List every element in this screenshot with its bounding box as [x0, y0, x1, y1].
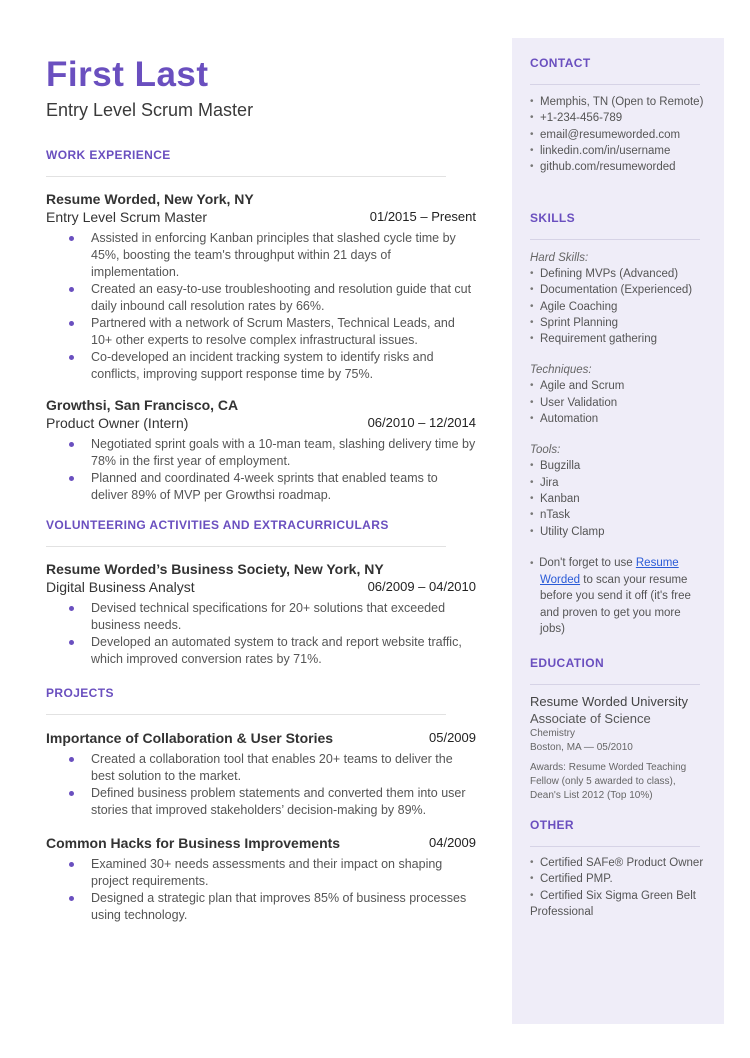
list-item: • Jira — [530, 475, 706, 491]
list-item: • Defining MVPs (Advanced) — [530, 266, 706, 282]
list-item: Devised technical specifications for 20+ solutions that exceeded business needs. — [91, 600, 476, 634]
list-item: • Documentation (Experienced) — [530, 282, 706, 298]
volunteer-role: Digital Business Analyst — [46, 579, 195, 595]
job-entry — [46, 190, 476, 383]
section-projects-heading: PROJECTS — [46, 686, 114, 700]
list-item: Co-developed an incident tracking system to identify risks and conflicts, improving support response time by 75%. — [91, 349, 476, 383]
contact-list — [530, 94, 706, 175]
list-item: • User Validation — [530, 395, 706, 411]
project-entry — [46, 834, 476, 924]
education-location-date: Boston, MA — 05/2010 — [530, 742, 633, 753]
contact-linkedin: • linkedin.com/in/username — [530, 143, 706, 159]
degree: Associate of Science — [530, 711, 651, 726]
list-item: Planned and coordinated 4-week sprints that enabled teams to deliver 89% of MVP per Growthsi roadmap. — [91, 470, 476, 504]
hard-skills-list — [530, 266, 706, 347]
section-divider — [530, 684, 700, 685]
other-item-continuation: Professional — [530, 905, 594, 918]
project-title-line — [46, 729, 476, 747]
section-divider — [46, 176, 446, 177]
other-list — [530, 855, 706, 904]
job-dates: 01/2015 – Present — [369, 209, 476, 224]
list-item: • Bugzilla — [530, 458, 706, 474]
volunteer-role-line — [46, 578, 476, 596]
list-item: • Utility Clamp — [530, 524, 706, 540]
other-section — [530, 818, 706, 920]
job-dates: 06/2010 – 12/2014 — [367, 415, 476, 430]
section-divider — [530, 239, 700, 240]
list-item: Created an easy-to-use troubleshooting and resolution guide that cut daily inbound call resolution rates by 66%. — [91, 281, 476, 315]
project-entry — [46, 729, 476, 819]
list-item: Developed an automated system to track and report website traffic, which improved conversion rates by 71%. — [91, 634, 476, 668]
resume-tip — [530, 555, 706, 637]
list-item: • Certified SAFe® Product Owner — [530, 855, 706, 871]
tip-text-post: to scan your resume before you send it off (it's free and proven to get you more jobs) — [540, 574, 691, 636]
job-role: Entry Level Scrum Master — [46, 209, 208, 225]
contact-section — [530, 56, 706, 175]
list-item: • Certified PMP. — [530, 871, 706, 887]
volunteer-entry — [46, 560, 476, 668]
resume-worded-link[interactable]: Resume Worded — [540, 556, 679, 587]
project-title: Importance of Collaboration & User Stories — [46, 730, 334, 746]
tools-label: Tools: — [530, 444, 561, 457]
list-item: • Sprint Planning — [530, 315, 706, 331]
bullet-icon: • — [530, 557, 540, 569]
list-item: • nTask — [530, 507, 706, 523]
section-divider — [530, 846, 700, 847]
awards: Awards: Resume Worded Teaching Fellow (only 5 awarded to class), Dean's List 2012 (Top 10%) — [530, 762, 687, 801]
skills-section — [530, 211, 706, 637]
list-item: Designed a strategic plan that improves 85% of business processes using technology. — [91, 890, 476, 924]
list-item: • Kanban — [530, 491, 706, 507]
job-role: Product Owner (Intern) — [46, 415, 189, 431]
contact-github: • github.com/resumeworded — [530, 159, 706, 175]
project-date: 05/2009 — [429, 730, 476, 745]
section-divider — [530, 84, 700, 85]
education-heading: EDUCATION — [530, 656, 605, 670]
section-work-heading: WORK EXPERIENCE — [46, 148, 171, 162]
skills-heading: SKILLS — [530, 211, 576, 225]
list-item: • Agile and Scrum — [530, 378, 706, 394]
techniques-list — [530, 378, 706, 427]
contact-email: • email@resumeworded.com — [530, 127, 706, 143]
volunteer-bullets — [46, 600, 476, 668]
sidebar — [512, 38, 724, 1024]
project-bullets — [46, 751, 476, 819]
job-role-line — [46, 208, 476, 226]
project-bullets — [46, 856, 476, 924]
hard-skills-label: Hard Skills: — [530, 252, 589, 264]
section-divider — [46, 546, 446, 547]
education-section — [530, 656, 706, 803]
list-item: Assisted in enforcing Kanban principles that slashed cycle time by 45%, boosting the team's throughput within 21 days of implementation. — [91, 230, 476, 281]
project-date: 04/2009 — [429, 835, 476, 850]
list-item: Partnered with a network of Scrum Masters, Technical Leads, and 10+ other experts to resolve complex infrastructural issues. — [91, 315, 476, 349]
list-item: Created a collaboration tool that enables 20+ teams to deliver the best solution to the market. — [91, 751, 476, 785]
tools-list — [530, 458, 706, 539]
list-item: • Agile Coaching — [530, 299, 706, 315]
major: Chemistry — [530, 728, 576, 739]
list-item: Examined 30+ needs assessments and their impact on shaping project requirements. — [91, 856, 476, 890]
project-title-line — [46, 834, 476, 852]
list-item: Defined business problem statements and converted them into user stories that improved stakeholders’ decision-making by 89%. — [91, 785, 476, 819]
school-name: Resume Worded University — [530, 694, 688, 709]
volunteer-org: Resume Worded’s Business Society, New York, NY — [46, 561, 384, 577]
job-bullets — [46, 436, 476, 504]
contact-phone: • +1-234-456-789 — [530, 110, 706, 126]
list-item: • Requirement gathering — [530, 331, 706, 347]
job-company: Resume Worded, New York, NY — [46, 191, 254, 207]
volunteer-dates: 06/2009 – 04/2010 — [367, 579, 476, 594]
list-item: Negotiated sprint goals with a 10-man team, slashing delivery time by 78% in the first year of employment. — [91, 437, 476, 468]
tip-text-pre: Don't forget to use — [539, 556, 636, 569]
job-role-line — [46, 414, 476, 432]
techniques-label: Techniques: — [530, 364, 592, 377]
section-volunteering-heading: VOLUNTEERING ACTIVITIES AND EXTRACURRICULARS — [46, 518, 389, 532]
main-column — [46, 52, 476, 924]
list-item: • Automation — [530, 411, 706, 427]
job-bullets — [46, 230, 476, 383]
section-divider — [46, 714, 446, 715]
candidate-name: First Last — [46, 55, 209, 94]
contact-location: • Memphis, TN (Open to Remote) — [530, 94, 706, 110]
list-item: • Certified Six Sigma Green Belt — [530, 888, 706, 904]
job-entry — [46, 396, 476, 504]
project-title: Common Hacks for Business Improvements — [46, 835, 341, 851]
candidate-title: Entry Level Scrum Master — [46, 100, 254, 120]
job-company: Growthsi, San Francisco, CA — [46, 397, 239, 413]
other-heading: OTHER — [530, 818, 574, 832]
contact-heading: CONTACT — [530, 56, 591, 70]
